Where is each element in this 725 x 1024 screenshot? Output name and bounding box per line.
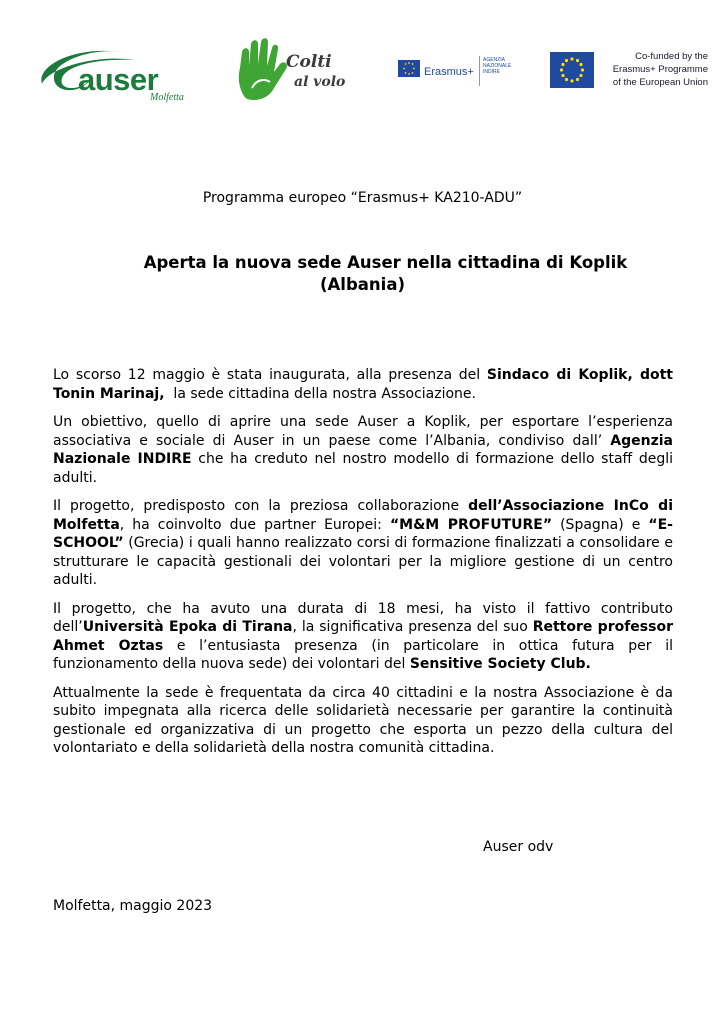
eu-cofunded-logo bbox=[550, 50, 708, 90]
colti-al-volo-logo bbox=[234, 38, 354, 102]
logo-divider bbox=[479, 56, 480, 86]
paragraph bbox=[53, 497, 673, 590]
bold-text: “M&M PROFUTURE” bbox=[389, 516, 553, 533]
bold-text: Agenzia Nazionale INDIRE bbox=[53, 432, 673, 467]
cofunded-line: Erasmus+ Programme bbox=[612, 64, 708, 75]
text-run: Un obiettivo, quello di aprire una sede Auser a Koplik, per esportare l’esperienza associativa e sociale di Auser in un paese come l’Albania, condiviso dall’ bbox=[53, 414, 673, 449]
paragraph bbox=[53, 413, 673, 487]
agency-line: AGENZIA bbox=[483, 57, 505, 63]
bold-text: Università Epoka di Tirana bbox=[82, 619, 293, 635]
erasmus-indire-logo bbox=[398, 56, 528, 86]
cofunded-line: Co-funded by the bbox=[635, 51, 708, 62]
erasmus-wordmark: Erasmus+ bbox=[424, 66, 474, 78]
text-run: , ha coinvolto due partner Europei: bbox=[119, 516, 390, 533]
cofunded-label bbox=[598, 50, 708, 89]
place-date: Molfetta, maggio 2023 bbox=[53, 898, 213, 914]
agency-label bbox=[483, 57, 528, 75]
text-run: , la significativa presenza del suo bbox=[292, 619, 533, 635]
colti-subtitle: al volo bbox=[294, 74, 346, 90]
text-run: Attualmente la sede è frequentata da circa 40 cittadini e la nostra Associazione è da subito impegnata alla ricerca delle solidarietà necessarie per garantire la continuità gestionale ed organizzativa di un progetto che esporta un pezzo della cultura del volontariato e della solidarietà della nostra comunità cittadina. bbox=[53, 684, 673, 756]
auser-wordmark: auser bbox=[78, 62, 159, 97]
text-run: Il progetto, che ha avuto una durata di 18 mesi, ha visto il fattivo contributo dell’ bbox=[53, 600, 673, 635]
header-logos bbox=[0, 0, 725, 120]
bold-text: Rettore professor Ahmet Oztas bbox=[53, 619, 673, 654]
paragraph bbox=[53, 366, 673, 403]
paragraph bbox=[53, 600, 673, 674]
text-run: la sede cittadina della nostra Associazione. bbox=[164, 385, 476, 402]
eu-flag-icon bbox=[398, 60, 420, 77]
text-run: Il progetto, predisposto con la preziosa collaborazione bbox=[53, 498, 469, 514]
auser-logo bbox=[34, 40, 194, 106]
green-hand-icon bbox=[234, 38, 290, 102]
document-body bbox=[53, 366, 673, 768]
cofunded-line: of the European Union bbox=[612, 77, 708, 88]
text-run: Lo scorso 12 maggio è stata inaugurata, alla presenza del bbox=[53, 367, 487, 383]
signature: Auser odv bbox=[483, 839, 554, 855]
agency-line: NAZIONALE bbox=[483, 63, 512, 69]
bold-text: “E-SCHOOL” bbox=[53, 516, 673, 551]
text-run: (Grecia) i quali hanno realizzato corsi di formazione finalizzati a consolidare e strutturare le capacità gestionali dei volontari per la migliore gestione di un centro adulti. bbox=[53, 535, 673, 588]
agency-line: INDIRE bbox=[483, 69, 500, 75]
title-line: Aperta la nuova sede Auser nella cittadina di Koplik bbox=[143, 253, 628, 272]
programme-heading: Programma europeo “Erasmus+ KA210-ADU” bbox=[202, 190, 523, 206]
colti-title: Colti bbox=[286, 52, 332, 72]
text-run: e l’entusiasta presenza (in particolare in ottica futura per il funzionamento della nuova sede) dei volontari del bbox=[53, 637, 673, 672]
text-run: (Spagna) e bbox=[552, 516, 649, 533]
paragraph bbox=[53, 684, 673, 758]
bold-text: Sensitive Society Club. bbox=[409, 656, 591, 672]
bold-text: Sindaco di Koplik, dott Tonin Marinaj, bbox=[53, 367, 673, 402]
auser-subtitle: Molfetta bbox=[150, 92, 184, 103]
bold-text: dell’Associazione InCo di Molfetta bbox=[53, 498, 673, 533]
eu-flag-icon bbox=[550, 52, 594, 88]
text-run: che ha creduto nel nostro modello di formazione dello staff degli adulti. bbox=[53, 451, 673, 486]
document-title bbox=[0, 252, 725, 296]
title-line: (Albania) bbox=[320, 275, 405, 294]
